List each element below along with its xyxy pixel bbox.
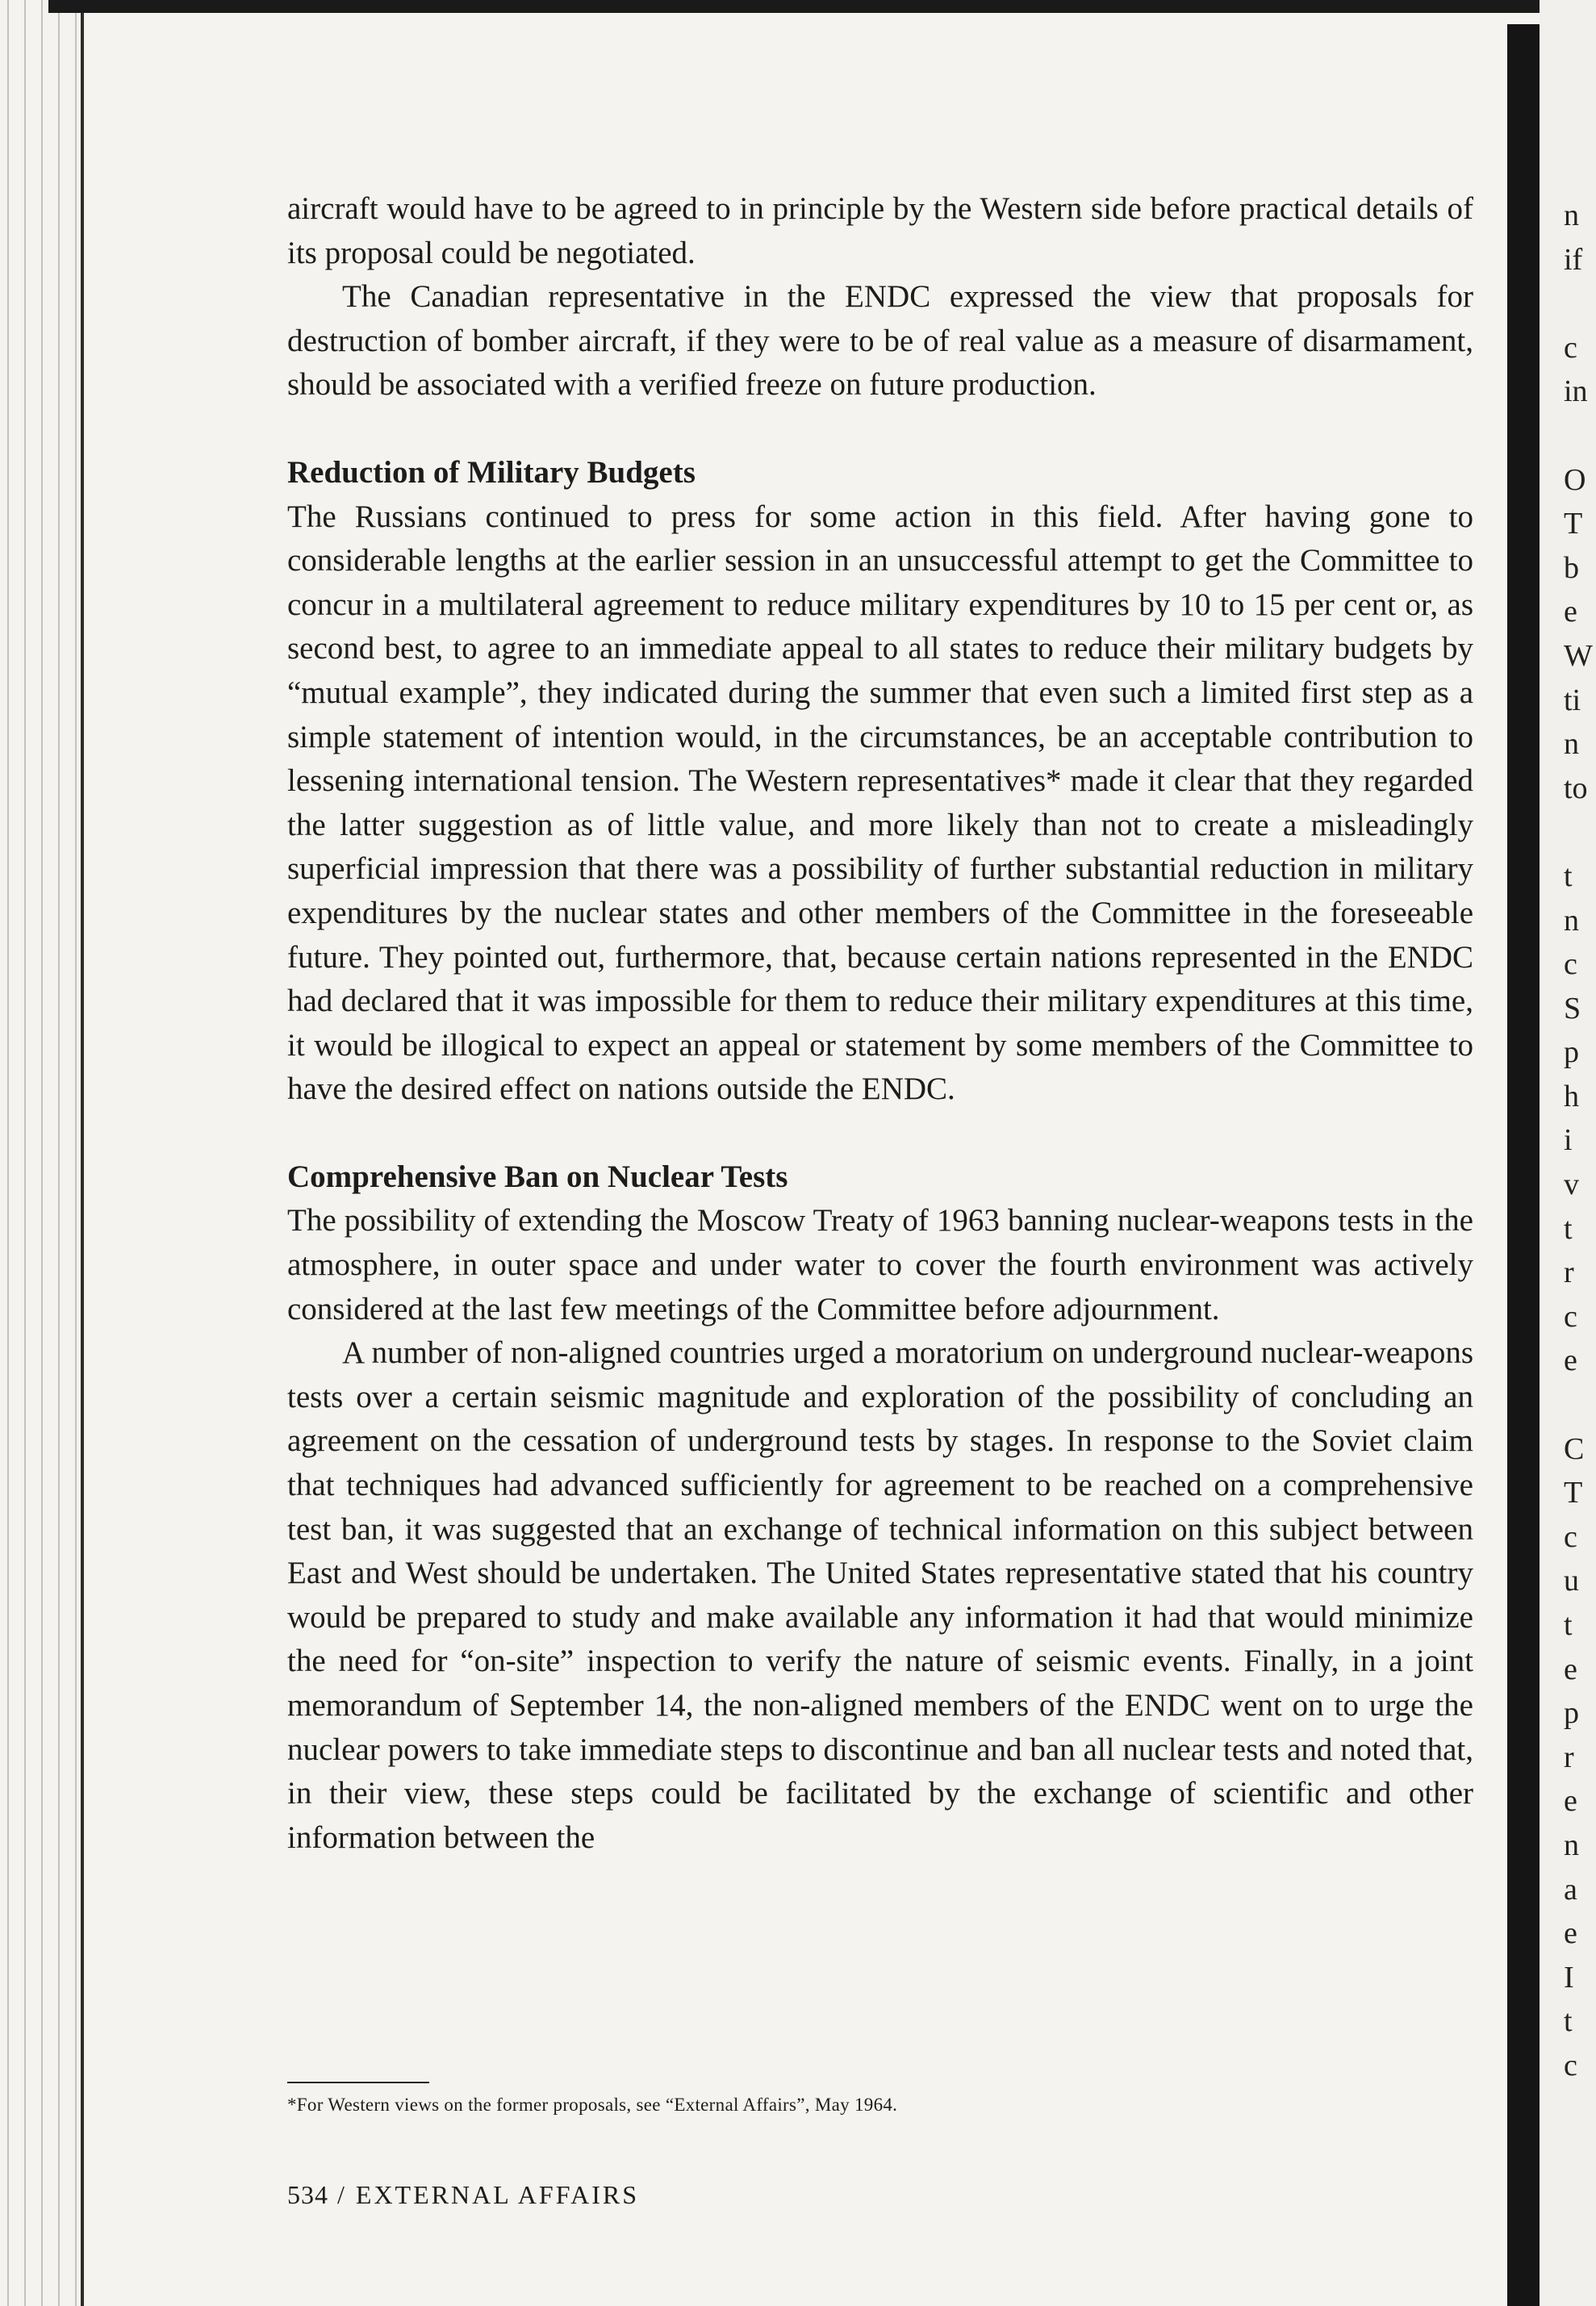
section-heading-test-ban: Comprehensive Ban on Nuclear Tests: [287, 1159, 788, 1194]
adjacent-fragment: a: [1564, 1872, 1577, 1907]
adjacent-fragment: r: [1564, 1740, 1574, 1774]
adjacent-fragment: to: [1564, 771, 1588, 805]
adjacent-fragment: T: [1564, 507, 1583, 541]
footnote-rule: [287, 2082, 429, 2083]
adjacent-fragment: n: [1564, 727, 1579, 762]
adjacent-fragment: p: [1564, 1035, 1579, 1070]
adjacent-fragment: t: [1564, 2004, 1573, 2039]
canadian-view-paragraph: The Canadian representative in the ENDC expressed the view that proposals for destruction of bomber aircraft, if they were to be of real value as a measure of disarmament, should be associated with a verified freeze on future production.: [287, 279, 1473, 403]
adjacent-fragment: t: [1564, 1211, 1573, 1246]
adjacent-fragment: t: [1564, 1608, 1573, 1642]
article-column: [287, 187, 1473, 1860]
adjacent-fragment: if: [1564, 242, 1583, 277]
adjacent-fragment: [1564, 1383, 1593, 1427]
adjacent-fragment: e: [1564, 1652, 1577, 1686]
running-title: EXTERNAL AFFAIRS: [355, 2180, 640, 2209]
adjacent-fragment: I: [1564, 1960, 1574, 1995]
adjacent-page-fragments: [1564, 194, 1593, 2088]
adjacent-fragment: e: [1564, 1784, 1577, 1819]
adjacent-fragment: [1564, 414, 1593, 458]
page-edge: [81, 8, 84, 2306]
test-ban-paragraph: The possibility of extending the Moscow Treaty of 1963 banning nuclear-weapons tests in the atmosphere, in outer space and under water to cover the fourth environment was actively considered at the last few meetings of the Committee before adjournment.: [287, 1203, 1473, 1326]
page-number: 534: [287, 2180, 328, 2209]
adjacent-fragment: b: [1564, 550, 1579, 585]
adjacent-fragment: in: [1564, 374, 1588, 409]
adjacent-fragment: S: [1564, 991, 1581, 1026]
section-heading-budgets: Reduction of Military Budgets: [287, 454, 696, 490]
adjacent-fragment: r: [1564, 1255, 1574, 1290]
adjacent-fragment: n: [1564, 903, 1579, 938]
budgets-paragraph: The Russians continued to press for some action in this field. After having gone to considerable lengths at the earlier session in an unsuccessful attempt to get the Committee to concur in a multilateral agreement to reduce military expenditures by 10 to 15 per cent or, as second best, to agree to an immediate appeal to all states to reduce their military budgets by “mutual example”, they indicated during the summer that even such a limited first step as a simple statement of intention would, in the circumstances, be an acceptable contribution to lessening international tension. The Western representatives* made it clear that they regarded the latter suggestion as of little value, and more likely than not to create a misleadingly superficial impression that there was a possibility of further substantial reduction in military expenditures by the nuclear states and other members of the Committee in the foreseeable future. They pointed out, furthermore, that, because certain nations represented in the ENDC had declared that it was impossible for them to reduce their military expenditures at this time, it would be illogical to expect an appeal or statement by some members of the Committee to have the desired effect on nations outside the ENDC.: [287, 499, 1473, 1107]
adjacent-fragment: e: [1564, 1916, 1577, 1951]
scan-top-border: [48, 0, 1545, 13]
test-ban-paragraph-2: A number of non-aligned countries urged a moratorium on underground nuclear-weapons tests over a certain seismic magnitude and exploration of the possibility of concluding an agreement on the cessation of underground tests by stages. In response to the Soviet claim that techniques had advanced sufficiently for agreement to be reached on a comprehensive test ban, it was suggested that an exchange of technical information on this subject between East and West should be undertaken. The United States representative stated that his country would be prepared to study and make available any information it had that would minimize the need for “on-site” inspection to verify the nature of seismic events. Finally, in a joint memorandum of September 14, the non-aligned members of the ENDC went on to urge the nuclear powers to take immediate steps to discontinue and ban all nuclear tests and noted that, in their view, these steps could be facilitated by the exchange of scientific and other information between the: [287, 1335, 1473, 1855]
adjacent-fragment: i: [1564, 1123, 1573, 1158]
adjacent-fragment: c: [1564, 330, 1577, 365]
footnote: *For Western views on the former proposals, see “External Affairs”, May 1964.: [287, 2095, 898, 2115]
adjacent-fragment: p: [1564, 1696, 1579, 1731]
adjacent-fragment: c: [1564, 2048, 1577, 2083]
adjacent-fragment: n: [1564, 1828, 1579, 1862]
adjacent-fragment: ti: [1564, 683, 1581, 717]
adjacent-fragment: v: [1564, 1168, 1579, 1202]
scan-gutter: [0, 0, 89, 2306]
intro-paragraph: aircraft would have to be agreed to in principle by the Western side before practical details of its proposal could be negotiated.: [287, 191, 1473, 270]
adjacent-fragment: t: [1564, 858, 1573, 893]
adjacent-fragment: c: [1564, 947, 1577, 982]
adjacent-fragment: T: [1564, 1476, 1583, 1510]
folio-separator: /: [337, 2180, 347, 2209]
adjacent-fragment: h: [1564, 1079, 1579, 1113]
book-spine: [1507, 24, 1540, 2306]
adjacent-fragment: e: [1564, 595, 1577, 629]
adjacent-fragment: c: [1564, 1519, 1577, 1554]
adjacent-page-edge: [1540, 0, 1596, 2306]
adjacent-fragment: C: [1564, 1431, 1585, 1466]
adjacent-fragment: n: [1564, 198, 1579, 232]
adjacent-fragment: e: [1564, 1343, 1577, 1378]
adjacent-fragment: [1564, 282, 1593, 326]
adjacent-fragment: [1564, 810, 1593, 854]
page-folio: [287, 2180, 639, 2210]
adjacent-fragment: W: [1564, 638, 1593, 673]
adjacent-fragment: u: [1564, 1564, 1579, 1598]
adjacent-fragment: c: [1564, 1299, 1577, 1334]
adjacent-fragment: O: [1564, 462, 1586, 497]
